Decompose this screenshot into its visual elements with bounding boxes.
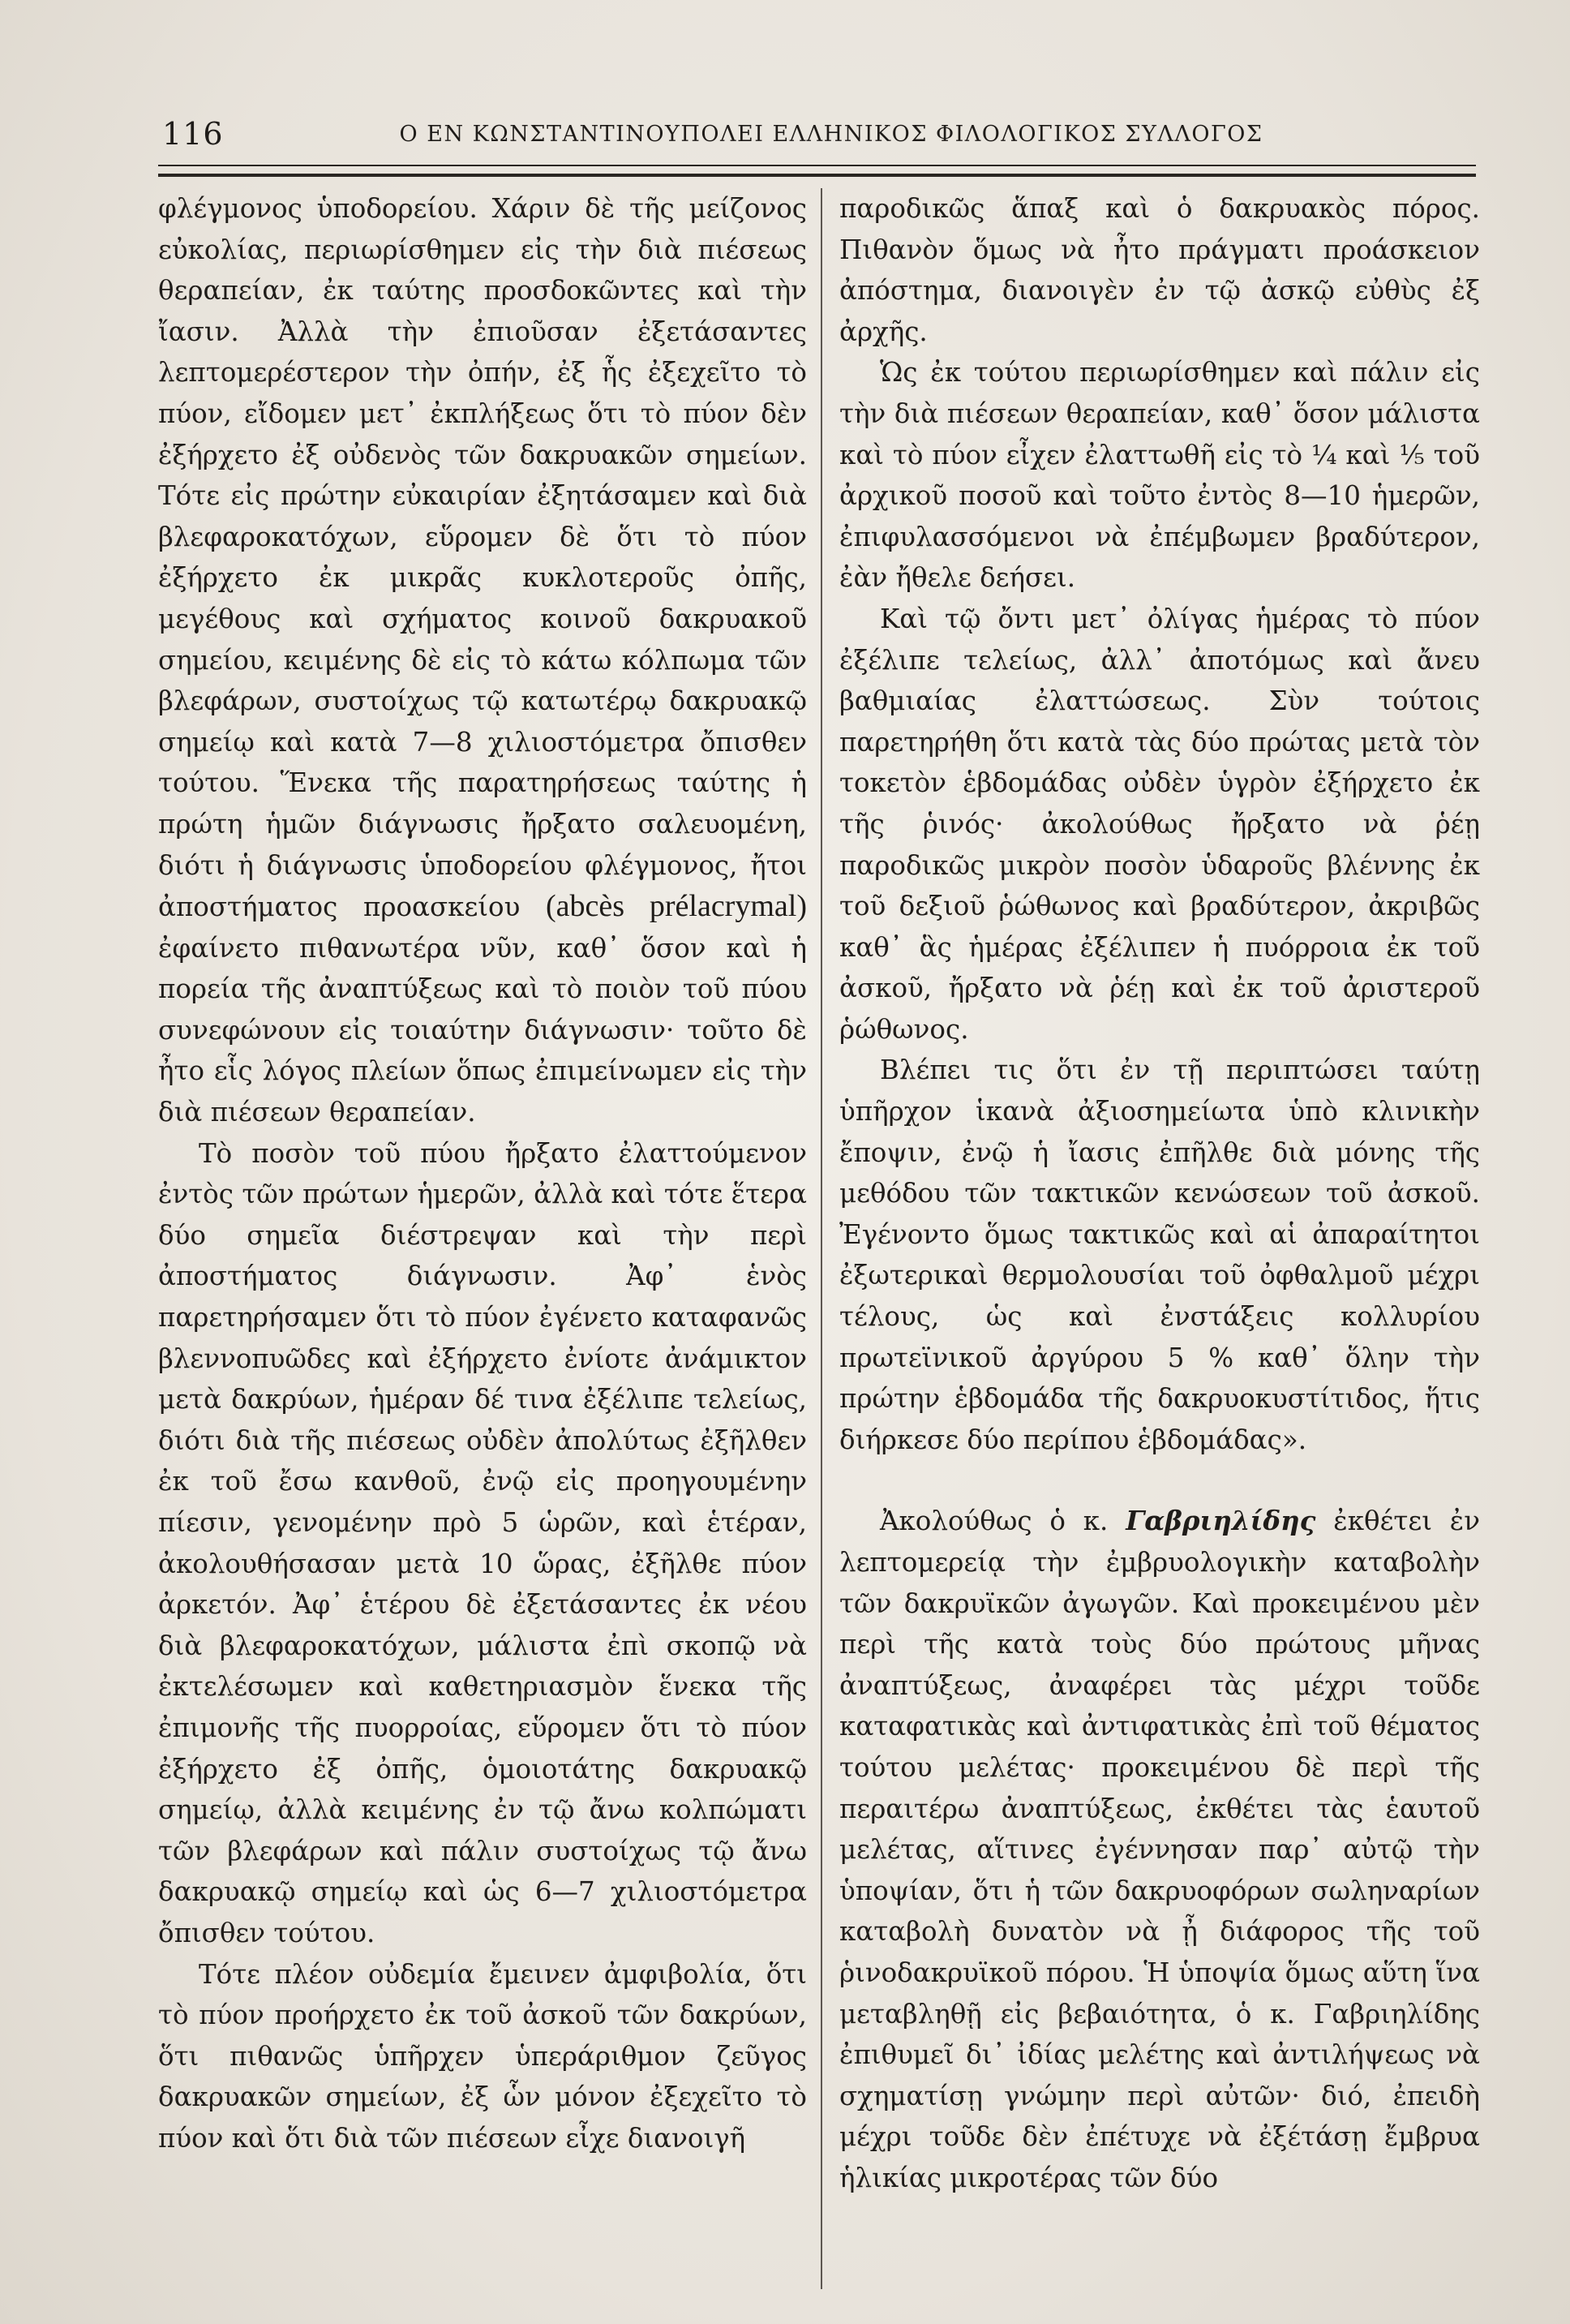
- running-title: Ο ΕΝ ΚΩΝΣΤΑΝΤΙΝΟΥΠΟΛΕΙ ΕΛΛΗΝΙΚΟΣ ΦΙΛΟΛΟΓΙΚΟΣ ΣΥΛΛΟΓΟΣ: [399, 121, 1263, 147]
- left-paragraph-2: Τὸ ποσὸν τοῦ πύου ἤρξατο ἐλαττούμενον ἐντὸς τῶν πρώτων ἡμερῶν, ἀλλὰ καὶ τότε ἕτερα δύο σημεῖα διέστρεψαν καὶ τὴν περὶ ἀποστήματος διάγνωσιν. Ἀφ᾽ ἑνὸς παρετηρήσαμεν ὅτι τὸ πύον ἐγένετο καταφανῶς βλεννοπυῶδες καὶ ἐξήρχετο ἐνίοτε ἀνάμικτον μετὰ δακρύων, ἡμέραν δέ τινα ἐξέλιπε τελείως, διότι διὰ τῆς πιέσεως οὐδὲν ἀπολύτως ἐξῆλθεν ἐκ τοῦ ἔσω κανθοῦ, ἐνῷ εἰς προηγουμένην πίεσιν, γενομένην πρὸ 5 ὡρῶν, καὶ ἑτέραν, ἀκολουθήσασαν μετὰ 10 ὥρας, ἐξῆλθε πύον ἀρκετόν. Ἀφ᾽ ἑτέρου δὲ ἐξετάσαντες ἐκ νέου διὰ βλεφαροκατόχων, μάλιστα ἐπὶ σκοπῷ νὰ ἐκτελέσωμεν καὶ καθετηριασμὸν ἕνεκα τῆς ἐπιμονῆς τῆς πυορροίας, εὕρομεν ὅτι τὸ πύον ἐξήρχετο ἐξ ὀπῆς, ὁμοιοτάτης δακρυακῷ σημείῳ, ἀλλὰ κειμένης ἐν τῷ ἄνω κολπώματι τῶν βλεφάρων καὶ πάλιν συστοίχως τῷ ἄνω δακρυακῷ σημείῳ καὶ ὡς 6—7 χιλιοστόμετρα ὄπισθεν τούτου.: [158, 1137, 807, 1948]
- right-paragraph-5: [839, 1501, 1480, 2198]
- right-p5-text-b: ἐκθέτει ἐν λεπτομερείᾳ τὴν ἐμβρυολογικὴν καταβολὴν τῶν δακρυϊκῶν ἀγωγῶν. Καὶ προκειμένου μὲν περὶ τῆς κατὰ τοὺς δύο πρώτους μῆνας ἀναπτύξεως, ἀναφέρει τὰς μέχρι τοῦδε καταφατικὰς καὶ ἀντιφατικὰς ἐπὶ τοῦ θέματος τούτου μελέτας· προκειμένου δὲ περὶ τῆς περαιτέρω ἀναπτύξεως, ἐκθέτει τὰς ἑαυτοῦ μελέτας, αἵτινες ἐγέννησαν παρ᾽ αὐτῷ τὴν ὑποψίαν, ὅτι ἡ τῶν δακρυοφόρων σωληναρίων καταβολὴ δυνατὸν νὰ ᾖ διάφορος τῆς τοῦ ῥινοδακρυϊκοῦ πόρου. Ἡ ὑποψία ὅμως αὕτη ἵνα μεταβληθῇ εἰς βεβαιότητα, ὁ κ. Γαβριηλίδης ἐπιθυμεῖ δι᾽ ἰδίας μελέτης καὶ ἀντιλήψεως νὰ σχηματίσῃ γνώμην περὶ αὐτῶν· διό, ἐπειδὴ μέχρι τοῦδε δὲν ἐπέτυχε νὰ ἐξέτάσῃ ἔμβρυα ἡλικίας μικροτέρας τῶν δύο: [839, 1506, 1480, 2193]
- left-p1-latin-term: (abcès prélacrymal): [546, 889, 807, 924]
- right-paragraph-1: παροδικῶς ἅπαξ καὶ ὁ δακρυακὸς πόρος. Πιθανὸν ὅμως νὰ ἦτο πράγματι προάσκειον ἀπόστημα, διανοιγὲν ἐν τῷ ἀσκῷ εὐθὺς ἐξ ἀρχῆς.: [839, 193, 1480, 347]
- right-paragraph-2: Ὡς ἐκ τούτου περιωρίσθημεν καὶ πάλιν εἰς τὴν διὰ πιέσεων θεραπείαν, καθ᾽ ὅσον μάλιστα καὶ τὸ πύον εἶχεν ἐλαττωθῆ εἰς τὸ ¼ καὶ ⅕ τοῦ ἀρχικοῦ ποσοῦ καὶ τοῦτο ἐντὸς 8—10 ἡμερῶν, ἐπιφυλασσόμενοι νὰ ἐπέμβωμεν βραδύτερον, ἐὰν ἤθελε δεήσει.: [839, 357, 1480, 594]
- right-paragraph-4: Βλέπει τις ὅτι ἐν τῇ περιπτώσει ταύτῃ ὑπῆρχον ἱκανὰ ἀξιοσημείωτα ὑπὸ κλινικὴν ἔποψιν, ἐνῷ ἡ ἴασις ἐπῆλθε διὰ μόνης τῆς μεθόδου τῶν τακτικῶν κενώσεων τοῦ ἀσκοῦ. Ἐγένοντο ὅμως τακτικῶς καὶ αἱ ἀπαραίτητοι ἐξωτερικαὶ θερμολουσίαι τοῦ ὀφθαλμοῦ μέχρι τέλους, ὡς καὶ ἐνστάξεις κολλυρίου πρωτεϊνικοῦ ἀργύρου 5 % καθ᾽ ὅλην τὴν πρώτην ἑβδομάδα τῆς δακρυοκυστίτιδος, ἥτις διήρκεσε δύο περίπου ἑβδομάδας».: [839, 1055, 1480, 1455]
- left-column: [158, 188, 807, 2297]
- right-column: [839, 188, 1480, 2297]
- page-header: [162, 110, 1476, 158]
- page-number: 116: [162, 116, 224, 152]
- column-divider: [821, 188, 822, 2289]
- left-p1-text-a: φλέγμονος ὑποδορείου. Χάριν δὲ τῆς μείζονος εὐκολίας, περιωρίσθημεν εἰς τὴν διὰ πιέσεως θεραπείαν, ἐκ ταύτης προσδοκῶντες καὶ τὴν ἴασιν. Ἀλλὰ τὴν ἐπιοῦσαν ἐξετάσαντες λεπτομερέστερον τὴν ὀπήν, ἐξ ἧς ἐξεχεῖτο τὸ πύον, εἴδομεν μετ᾽ ἐκπλήξεως ὅτι τὸ πύον δὲν ἐξήρχετο ἐξ οὐδενὸς τῶν δακρυακῶν σημείων. Τότε εἰς πρώτην εὐκαιρίαν ἐξητάσαμεν καὶ διὰ βλεφαροκατόχων, εὕρομεν δὲ ὅτι τὸ πύον ἐξήρχετο ἐκ μικρᾶς κυκλοτεροῦς ὀπῆς, μεγέθους καὶ σχήματος κοινοῦ δακρυακοῦ σημείου, κειμένης δὲ εἰς τὸ κάτω κόλπωμα τῶν βλεφάρων, συστοίχως τῷ κατωτέρῳ δακρυακῷ σημείῳ καὶ κατὰ 7—8 χιλιοστόμετρα ὄπισθεν τούτου. Ἕνεκα τῆς παρατηρήσεως ταύτης ἡ πρώτη ἡμῶν διάγνωσις ἤρξατο σαλευομένη, διότι ἡ διάγνωσις ὑποδορείου φλέγμονος, ἤτοι ἀποστήματος προασκείου: [158, 193, 807, 923]
- left-paragraph-1: [158, 188, 807, 1133]
- left-p1-text-b: ἐφαίνετο πιθανωτέρα νῦν, καθ᾽ ὅσον καὶ ἡ πορεία τῆς ἀναπτύξεως καὶ τὸ ποιὸν τοῦ πύου συνεφώνουν εἰς τοιαύτην διάγνωσιν· τοῦτο δὲ ἦτο εἷς λόγος πλείων ὅπως ἐπιμείνωμεν εἰς τὴν διὰ πιέσεων θεραπείαν.: [158, 932, 807, 1128]
- right-p5-text-a: Ἀκολούθως ὁ κ.: [880, 1506, 1109, 1537]
- right-paragraph-3: Καὶ τῷ ὄντι μετ᾽ ὀλίγας ἡμέρας τὸ πύον ἐξέλιπε τελείως, ἀλλ᾽ ἀποτόμως καὶ ἄνευ βαθμιαίας ἐλαττώσεως. Σὺν τούτοις παρετηρήθη ὅτι κατὰ τὰς δύο πρώτας μετὰ τὸν τοκετὸν ἑβδομάδας οὐδὲν ὑγρὸν ἐξήρχετο ἐκ τῆς ῥινός· ἀκολούθως ἤρξατο νὰ ῥέῃ παροδικῶς μικρὸν ποσὸν ὑδαροῦς βλέννης ἐκ τοῦ δεξιοῦ ῥώθωνος καὶ βραδύτερον, ἀκριβῶς καθ᾽ ἃς ἡμέρας ἐξέλιπεν ἡ πυόρροια ἐκ τοῦ ἀσκοῦ, ἤρξατο νὰ ῥέῃ καὶ ἐκ τοῦ ἀριστεροῦ ῥώθωνος.: [839, 603, 1480, 1045]
- header-rule-thick: [158, 174, 1476, 177]
- right-p5-name: Γαβριηλίδης: [1126, 1505, 1316, 1537]
- left-paragraph-3: Τότε πλέον οὐδεμία ἔμεινεν ἀμφιβολία, ὅτι τὸ πύον προήρχετο ἐκ τοῦ ἀσκοῦ τῶν δακρύων, ὅτι πιθανῶς ὑπῆρχεν ὑπεράριθμον ζεῦγος δακρυακῶν σημείων, ἐξ ὧν μόνον ἐξεχεῖτο τὸ πύον καὶ ὅτι διὰ τῶν πιέσεων εἶχε διανοιγῆ: [158, 1958, 807, 2154]
- header-rule-thin: [158, 165, 1476, 166]
